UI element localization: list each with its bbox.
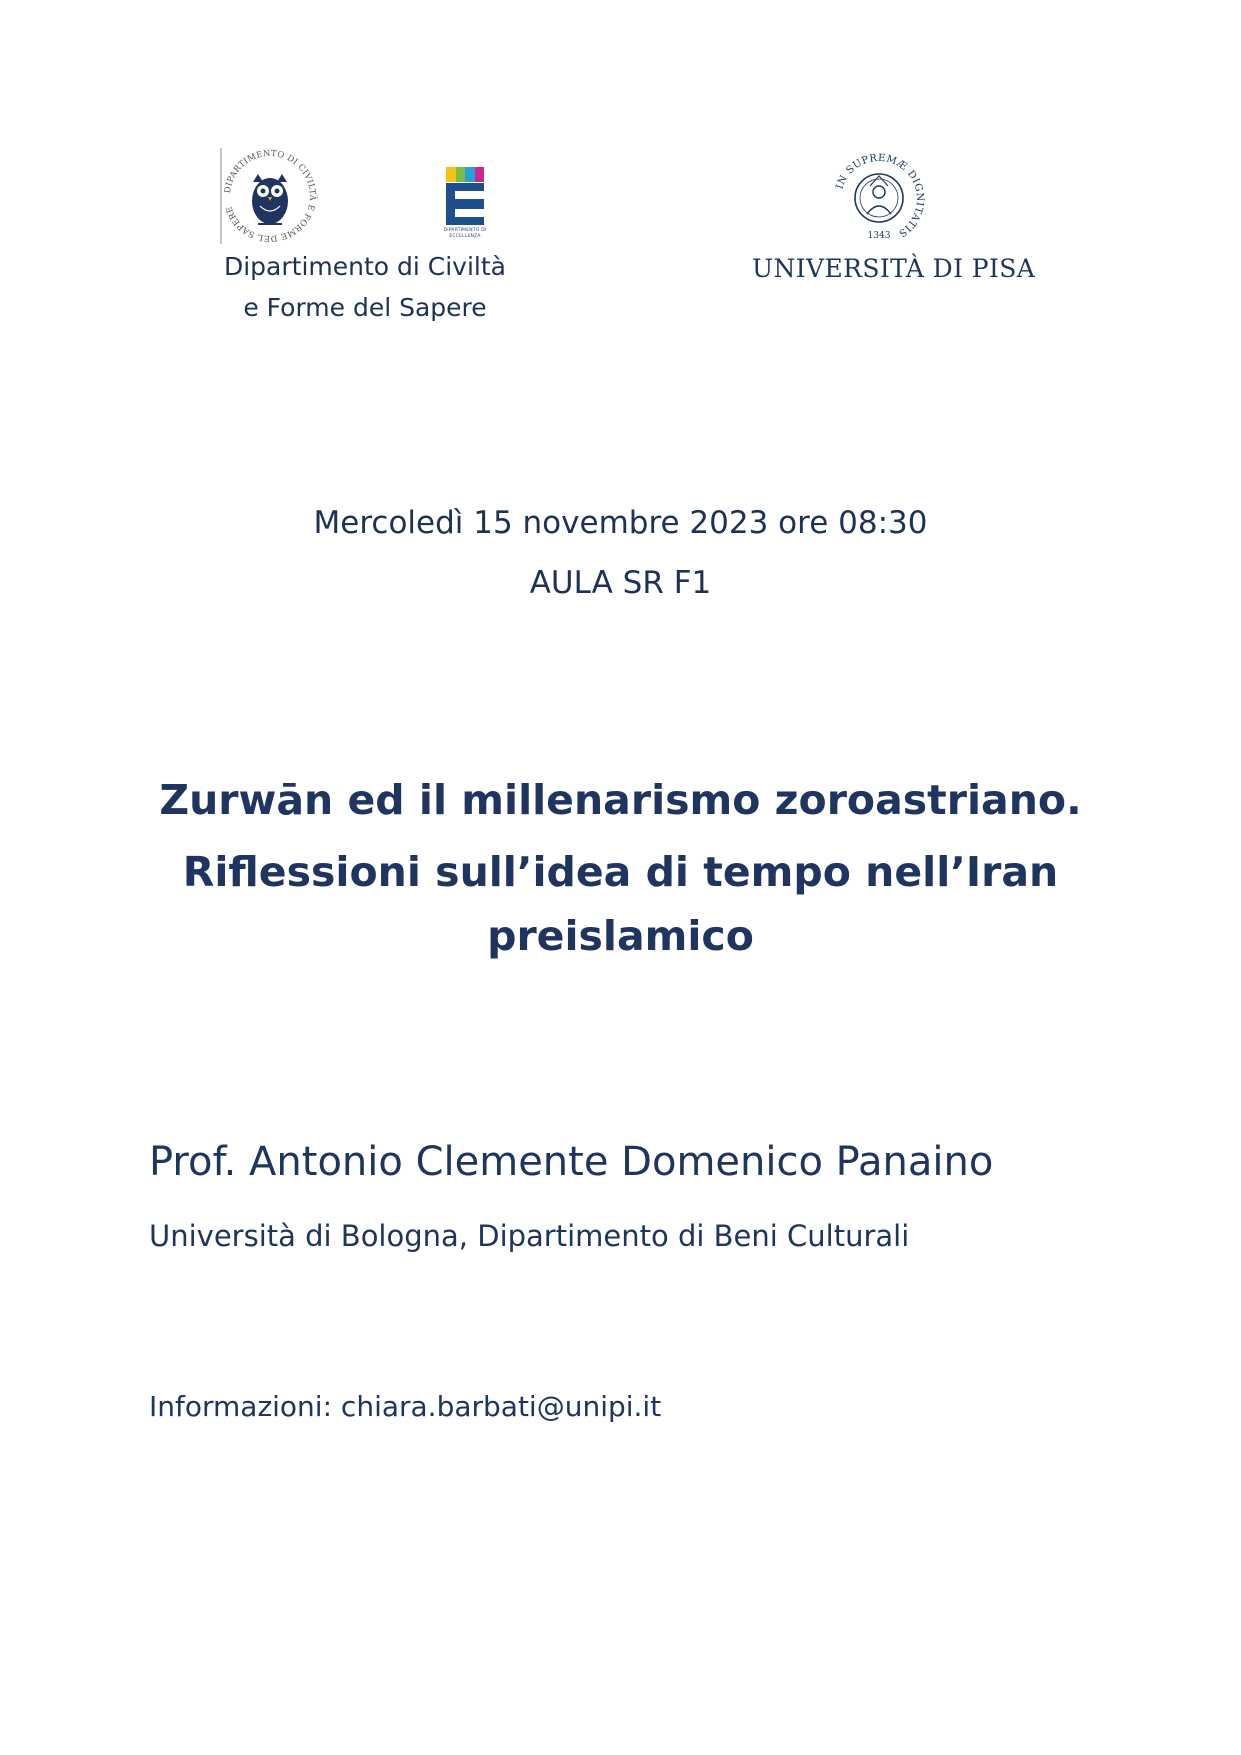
seal-ring-text: IN SUPREMÆ DIGNITATIS: [834, 152, 926, 239]
talk-title: [0, 760, 1241, 968]
owl-icon: [220, 146, 320, 246]
department-name-line: e Forme del Sapere: [243, 293, 487, 322]
event-date-time: Mercoledì 15 novembre 2023 ore 08:30: [313, 505, 928, 541]
talk-title-line: Zurwān ed il millenarismo zoroastriano.: [159, 776, 1082, 824]
university-seal: [826, 146, 932, 252]
contact-label: Informazioni:: [149, 1390, 333, 1423]
contact-email-link[interactable]: chiara.barbati@unipi.it: [340, 1390, 662, 1423]
talk-title-line: preislamico: [487, 912, 754, 960]
excellence-color-bars: [446, 167, 484, 182]
seal-year: 1343: [867, 231, 891, 241]
talk-title-line: Riflessioni sull’idea di tempo nell’Iran: [182, 848, 1059, 896]
excellence-logo: [432, 163, 490, 243]
event-room: AULA SR F1: [529, 565, 712, 601]
excellence-caption: [432, 228, 498, 240]
university-seal-icon: [826, 146, 932, 252]
svg-text:IN SUPREMÆ DIGNITATIS: [834, 153, 925, 239]
excellence-caption-line: DIPARTIMENTO DI: [443, 228, 487, 233]
department-name: [200, 246, 530, 328]
university-name: UNIVERSITÀ DI PISA: [752, 254, 1036, 283]
excellence-e-icon: [446, 183, 484, 225]
excellence-caption-line: ECCELLENZA: [449, 234, 481, 239]
department-logo: [220, 146, 320, 246]
speaker-name: Prof. Antonio Clemente Domenico Panaino: [149, 1139, 994, 1185]
contact-info: [149, 1390, 661, 1423]
department-logo-ring-text: DIPARTIMENTO DI CIVILTÀ E FORME DEL SAPERE: [222, 147, 319, 245]
speaker-affiliation: Università di Bologna, Dipartimento di Beni Culturali: [149, 1219, 910, 1253]
department-name-line: Dipartimento di Civiltà: [223, 252, 506, 281]
